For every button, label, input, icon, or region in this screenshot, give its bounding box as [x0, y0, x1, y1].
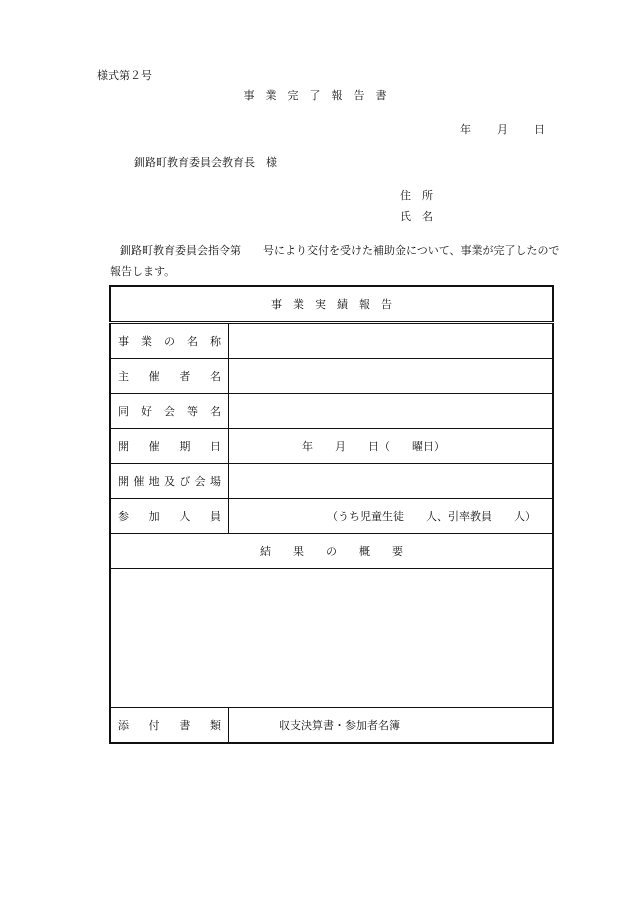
row-value-attachments: 収支決算書・参加者名簿 — [229, 708, 554, 744]
report-header: 事 業 実 績 報 告 — [110, 286, 553, 323]
date-year: 年 — [460, 123, 471, 136]
row-value-venue[interactable] — [229, 464, 554, 499]
table-row — [110, 359, 553, 394]
date-day: 日 — [534, 123, 545, 136]
row-label-participants: 参加人員 — [110, 499, 229, 534]
name-label: 氏 名 — [400, 210, 433, 223]
row-value-club-name[interactable] — [229, 394, 554, 429]
table-row — [110, 394, 553, 429]
row-value-organizer[interactable] — [229, 359, 554, 394]
address-label: 住 所 — [400, 189, 433, 202]
row-label-event-date: 開催期日 — [110, 429, 229, 464]
document-title-text: 事 業 完 了 報 告 書 — [243, 89, 387, 102]
document-title — [0, 87, 630, 103]
body-text: 釧路町教育委員会指令第 号により交付を受けた補助金について、事業が完了したので報告します。 — [110, 244, 560, 278]
row-value-participants[interactable]: （うち児童生徒 人、引率教員 人） — [229, 499, 554, 534]
date-month: 月 — [497, 123, 508, 136]
row-label-club-name: 同好会等名 — [110, 394, 229, 429]
table-row — [110, 323, 553, 359]
summary-body-row — [110, 569, 553, 708]
date-line — [460, 121, 545, 137]
row-label-attachments: 添付書類 — [110, 708, 229, 744]
row-label-venue: 開催地及び会場 — [110, 464, 229, 499]
row-value-event-date[interactable]: 年 月 日（ 曜日） — [229, 429, 554, 464]
report-header-row — [110, 286, 553, 323]
summary-header: 結 果 の 概 要 — [110, 534, 553, 569]
form-number: 様式第２号 — [97, 69, 152, 82]
row-label-organizer: 主催者名 — [110, 359, 229, 394]
row-label-event-name: 事業の名称 — [110, 323, 229, 359]
summary-header-row — [110, 534, 553, 569]
addressee: 釧路町教育委員会教育長 様 — [134, 156, 277, 169]
table-row — [110, 429, 553, 464]
table-row — [110, 464, 553, 499]
table-row — [110, 708, 553, 744]
applicant-block — [400, 185, 433, 227]
table-row — [110, 499, 553, 534]
summary-body[interactable] — [110, 569, 553, 708]
row-value-event-name[interactable] — [229, 323, 554, 359]
report-table — [109, 285, 554, 744]
